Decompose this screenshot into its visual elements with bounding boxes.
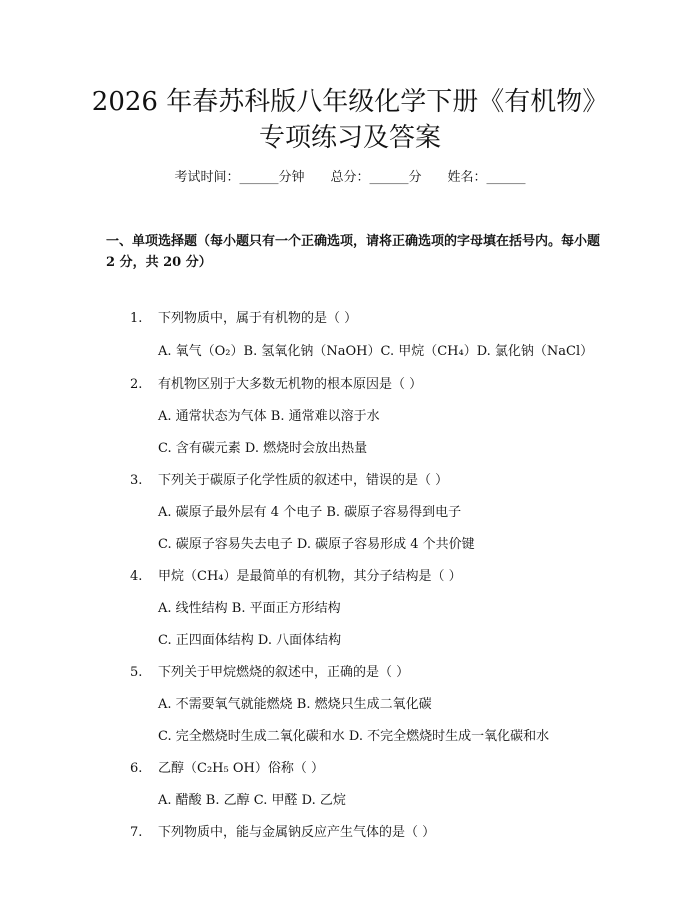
question-text: 甲烷（CH₄）是最简单的有机物，其分子结构是（ ）: [158, 569, 462, 584]
question-5-options-row-2: C. 完全燃烧时生成二氧化碳和水 D. 不完全燃烧时生成一氧化碳和水: [158, 729, 550, 744]
question-1: [130, 309, 357, 329]
question-text: 下列物质中，属于有机物的是（ ）: [158, 311, 358, 326]
question-4-options-row-1: A. 线性结构 B. 平面正方形结构: [158, 601, 341, 616]
question-text: 下列关于甲烷燃烧的叙述中，正确的是（ ）: [158, 665, 410, 680]
question-text: 下列物质中，能与金属钠反应产生气体的是（ ）: [158, 825, 436, 840]
question-2-options-row-2: C. 含有碳元素 D. 燃烧时会放出热量: [158, 441, 368, 456]
question-number: 3.: [130, 473, 143, 488]
question-number: 7.: [130, 825, 143, 840]
question-2-options-row-1: A. 通常状态为气体 B. 通常难以溶于水: [158, 409, 380, 424]
question-2: [130, 375, 422, 395]
question-6-options-row-1: A. 醋酸 B. 乙醇 C. 甲醛 D. 乙烷: [158, 793, 346, 808]
question-3-options-row-1: A. 碳原子最外层有 4 个电子 B. 碳原子容易得到电子: [158, 505, 462, 520]
exam-score-field: 总分：______分: [330, 170, 422, 185]
exam-name-field: 姓名：______: [447, 170, 526, 185]
question-number: 4.: [130, 569, 143, 584]
question-5-options-row-1: A. 不需要氧气就能燃烧 B. 燃烧只生成二氧化碳: [158, 697, 432, 712]
question-7: [130, 823, 435, 843]
question-3-options-row-2: C. 碳原子容易失去电子 D. 碳原子容易形成 4 个共价键: [158, 537, 475, 552]
question-number: 6.: [130, 761, 143, 776]
question-text: 下列关于碳原子化学性质的叙述中，错误的是（ ）: [158, 473, 449, 488]
exam-info: [0, 168, 700, 188]
question-number: 5.: [130, 665, 143, 680]
question-text: 乙醇（C₂H₅ OH）俗称（ ）: [158, 761, 324, 776]
document-title-line-2: 专项练习及答案: [258, 123, 441, 153]
question-6: [130, 759, 324, 779]
question-3: [130, 471, 448, 491]
section-heading-single-choice: 一、单项选择题（每小题只有一个正确选项，请将正确选项的字母填在括号内。每小题 2 分，共 20 分）: [106, 234, 601, 270]
document-title-line-1: 2026 年春苏科版八年级化学下册《有机物》: [91, 87, 609, 117]
question-4: [130, 567, 462, 587]
question-1-options-row-1: A. 氧气（O₂）B. 氢氧化钠（NaOH）C. 甲烷（CH₄）D. 氯化钠（NaCl）: [158, 344, 594, 359]
question-number: 2.: [130, 377, 143, 392]
question-4-options-row-2: C. 正四面体结构 D. 八面体结构: [158, 633, 342, 648]
question-text: 有机物区别于大多数无机物的根本原因是（ ）: [158, 377, 423, 392]
exam-time-field: 考试时间：______分钟: [174, 170, 305, 185]
question-number: 1.: [130, 311, 143, 326]
question-5: [130, 663, 409, 683]
